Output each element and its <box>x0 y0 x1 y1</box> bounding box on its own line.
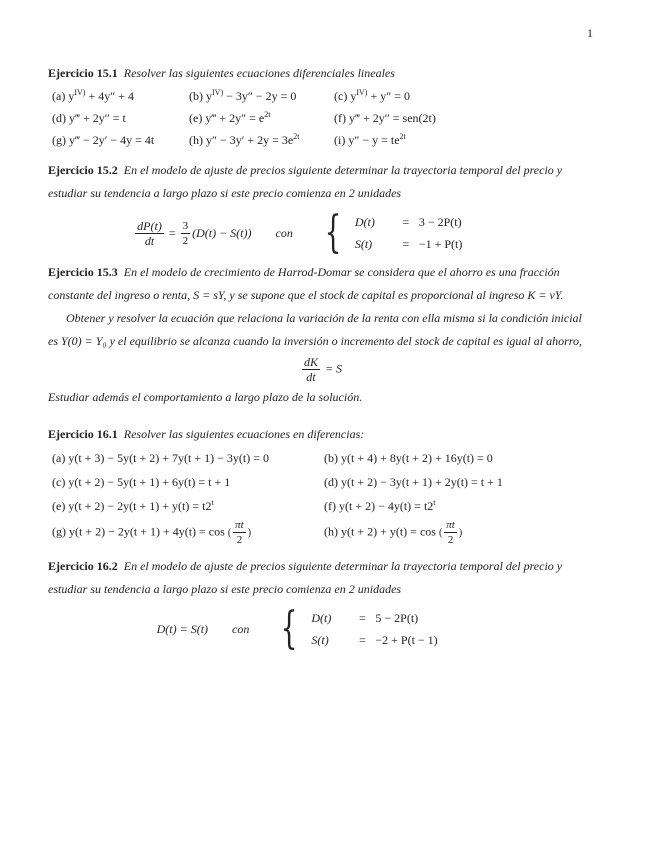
item-e: (e) y‴ + $2y'' = e^{2t}$ <box>189 110 271 125</box>
exercise-title: Ejercicio 15.3 <box>48 265 118 279</box>
equation-16-2 <box>48 603 594 654</box>
exercise-title: Ejercicio 16.2 <box>48 559 118 573</box>
exercise-statement: Resolver las siguientes ecuaciones en diferencias: <box>123 427 365 441</box>
item-e: (e) $y(t + 2) - 2y(t + 1) + y(t) = t2^t$ <box>52 498 214 513</box>
item-h: (h) $y'' - 3y' + 2y = 3e^{2t}$ <box>189 132 300 147</box>
item-f: (f) $y(t + 2) - 4y(t) = t2^t$ <box>324 498 436 513</box>
fraction-dk-dt: $\frac{dK}{dt}$ <box>303 355 318 384</box>
equation-rest: (D(t) − S(t)) <box>192 225 252 240</box>
system-15-2: D(t) = 3 − 2P(t) S(t) = −1 + P(t) <box>354 215 463 251</box>
exercise-statement: Resolver las siguientes ecuaciones diferenciales lineales <box>123 66 395 80</box>
exercise-title: Ejercicio 15.2 <box>48 163 118 177</box>
exercise-15-1-items <box>52 85 594 151</box>
equation-15-3: $\frac{dK}{dt}$ = S <box>303 355 343 384</box>
item-d: (d) y(t + 2) − 3y(t + 1) + 2y(t) = t + 1 <box>324 475 503 489</box>
item-h: (h) y(t + 2) + y(t) = cos ( $\frac{\pi t}{2}$ ) <box>324 519 463 546</box>
exercise-15-3-paragraph-3: Estudiar además el comportamiento a largo plazo de la solución. <box>48 390 363 404</box>
exercise-title: Ejercicio 16.1 <box>48 427 118 441</box>
exercise-15-3-paragraph-2: Obtener y resolver la ecuación que relaciona la variación de la renta con ella misma si la condición inicial es Y(0) = Y₀ y el equilibrio se alcanza cuando la inversión o incremento del stock de capital es igual al ahorro, <box>48 311 582 348</box>
fraction-dp-dt: $\frac{dP(t)}{dt}$ <box>137 218 162 248</box>
exercise-16-1-items <box>52 446 594 547</box>
item-b: (b) y(t + 4) + 8y(t + 2) + 16y(t) = 0 <box>324 451 493 465</box>
exercise-15-1 <box>48 62 594 85</box>
item-g: (g) y‴ − 2y′ − 4y = 4t <box>52 133 155 147</box>
equation-lhs: D(t) = S(t) <box>156 621 209 636</box>
left-brace: { <box>280 603 298 654</box>
item-c: (c) y(t + 2) − 5y(t + 1) + 6y(t) = t + 1 <box>52 475 231 489</box>
item-b: (b) $y^{IV)} - 3y'' - 2y = 0$ <box>189 88 297 103</box>
item-a: (a) $y^{IV)} + 4y'' + 4$ <box>52 88 134 103</box>
con-label: con <box>232 621 250 636</box>
content <box>48 62 594 657</box>
exercise-title: Ejercicio 15.1 <box>48 66 118 80</box>
item-c: (c) $y^{IV)} + y'' = 0$ <box>334 88 410 103</box>
exercise-15-3 <box>48 261 594 307</box>
exercise-15-2 <box>48 159 594 205</box>
item-i: (i) $y'' - y = te^{2t}$ <box>334 132 406 147</box>
fraction-coef: $\frac{3}{2}$ <box>182 219 189 247</box>
item-d: (d) y‴ + 2y″ = t <box>52 111 126 125</box>
item-g: (g) y(t + 2) − 2y(t + 1) + 4y(t) = cos ( $\frac{\pi t}{2}$ ) <box>52 519 252 546</box>
system-16-2: D(t) = 5 − 2P(t) S(t) = −2 + P(t − 1) <box>311 611 438 647</box>
page-number: 1 <box>587 26 593 40</box>
exercise-statement: En el modelo de ajuste de precios siguiente determinar la trayectoria temporal del precio y estudiar su tendencia a largo plazo si este precio comienza en 2 unidades <box>48 163 563 200</box>
exercise-statement: En el modelo de crecimiento de Harrod-Domar se considera que el ahorro es una fracción constante del ingreso o renta, S = sY, y se supone que el stock de capital es proporcional al ingreso K = vY. <box>48 265 564 302</box>
item-a: (a) y(t + 3) − 5y(t + 2) + 7y(t + 1) − 3y(t) = 0 <box>52 451 269 465</box>
item-f: (f) y‴ + 2y″ = sen(2t) <box>334 111 436 125</box>
exercise-statement: En el modelo de ajuste de precios siguiente determinar la trayectoria temporal del precio y estudiar su tendencia a largo plazo si este precio comienza en 2 unidades <box>48 559 563 596</box>
exercise-16-1 <box>48 423 594 446</box>
exercise-16-2 <box>48 555 594 601</box>
left-brace: { <box>324 207 342 258</box>
con-label: con <box>275 225 293 240</box>
equation-15-2: $\frac{dP(t)}{dt}$ = $\frac{3}{2}$ (D(t) − S(t)) con { D(t) = 3 − 2P(t) S(t) = −1 + P(t) <box>48 211 594 255</box>
